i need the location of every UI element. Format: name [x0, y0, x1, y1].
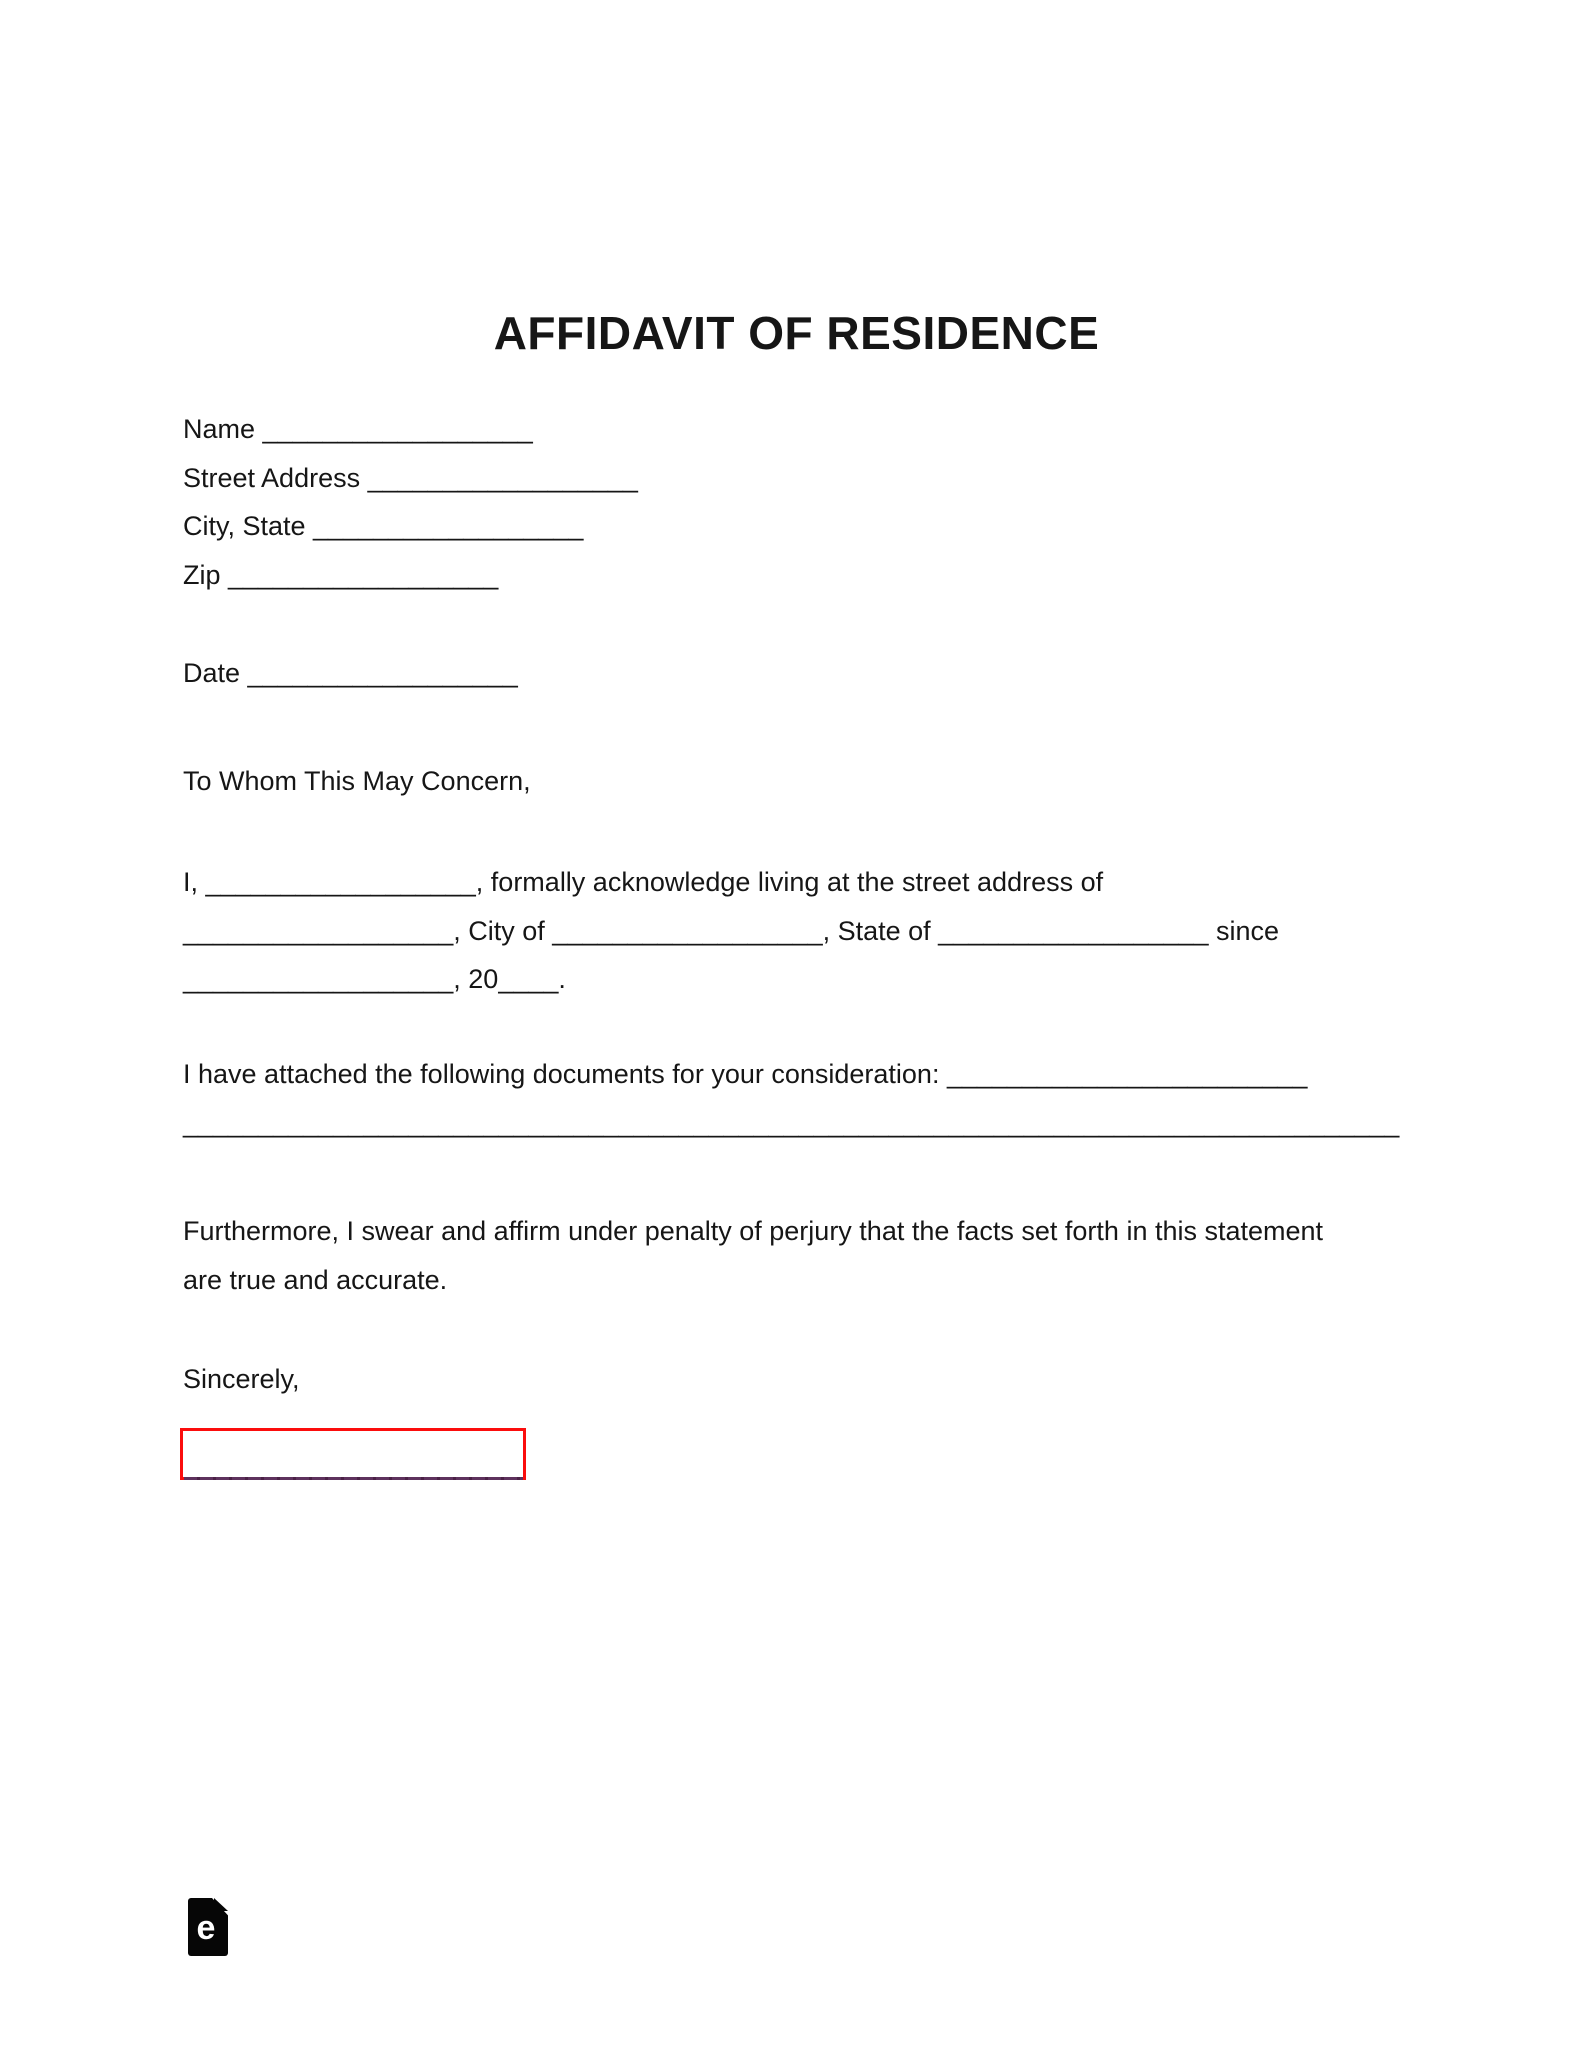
address-block [183, 405, 1423, 599]
folded-corner-icon [214, 1898, 228, 1911]
date-field-line: Date __________________ [183, 658, 518, 688]
name-field-line: Name __________________ [183, 414, 533, 444]
zip-field-line: Zip __________________ [183, 559, 499, 590]
affirmation-paragraph [183, 1207, 1423, 1304]
acknowledgement-line-2: __________________, City of __________________, State of __________________ since [183, 915, 1279, 946]
eforms-logo [188, 1898, 228, 1956]
date-block [183, 649, 1423, 698]
eforms-logo-letter: e [196, 1909, 216, 1947]
acknowledgement-line-3: __________________, 20____. [183, 964, 566, 994]
street-address-field-line: Street Address __________________ [183, 462, 638, 493]
affirmation-line-2: are true and accurate. [183, 1264, 448, 1295]
acknowledgement-line-1: I, __________________, formally acknowledge living at the street address of [183, 867, 1104, 897]
signature-underline [184, 1477, 523, 1480]
closing-block [183, 1355, 1423, 1404]
salutation [183, 757, 1423, 806]
attachments-line-1: I have attached the following documents for your consideration: ________________________ [183, 1059, 1308, 1089]
page-title: AFFIDAVIT OF RESIDENCE [493, 307, 1100, 359]
affirmation-line-1: Furthermore, I swear and affirm under penalty of perjury that the facts set forth in this statement [183, 1216, 1324, 1246]
salutation-line: To Whom This May Concern, [183, 766, 531, 796]
city-state-field-line: City, State __________________ [183, 511, 584, 541]
closing-line: Sincerely, [183, 1364, 300, 1394]
acknowledgement-paragraph [183, 858, 1423, 1004]
signature-field-box[interactable] [180, 1428, 526, 1480]
attachments-blank-line: _________________________________________________________________________________ [183, 1107, 1400, 1138]
attachments-paragraph [183, 1050, 1423, 1147]
